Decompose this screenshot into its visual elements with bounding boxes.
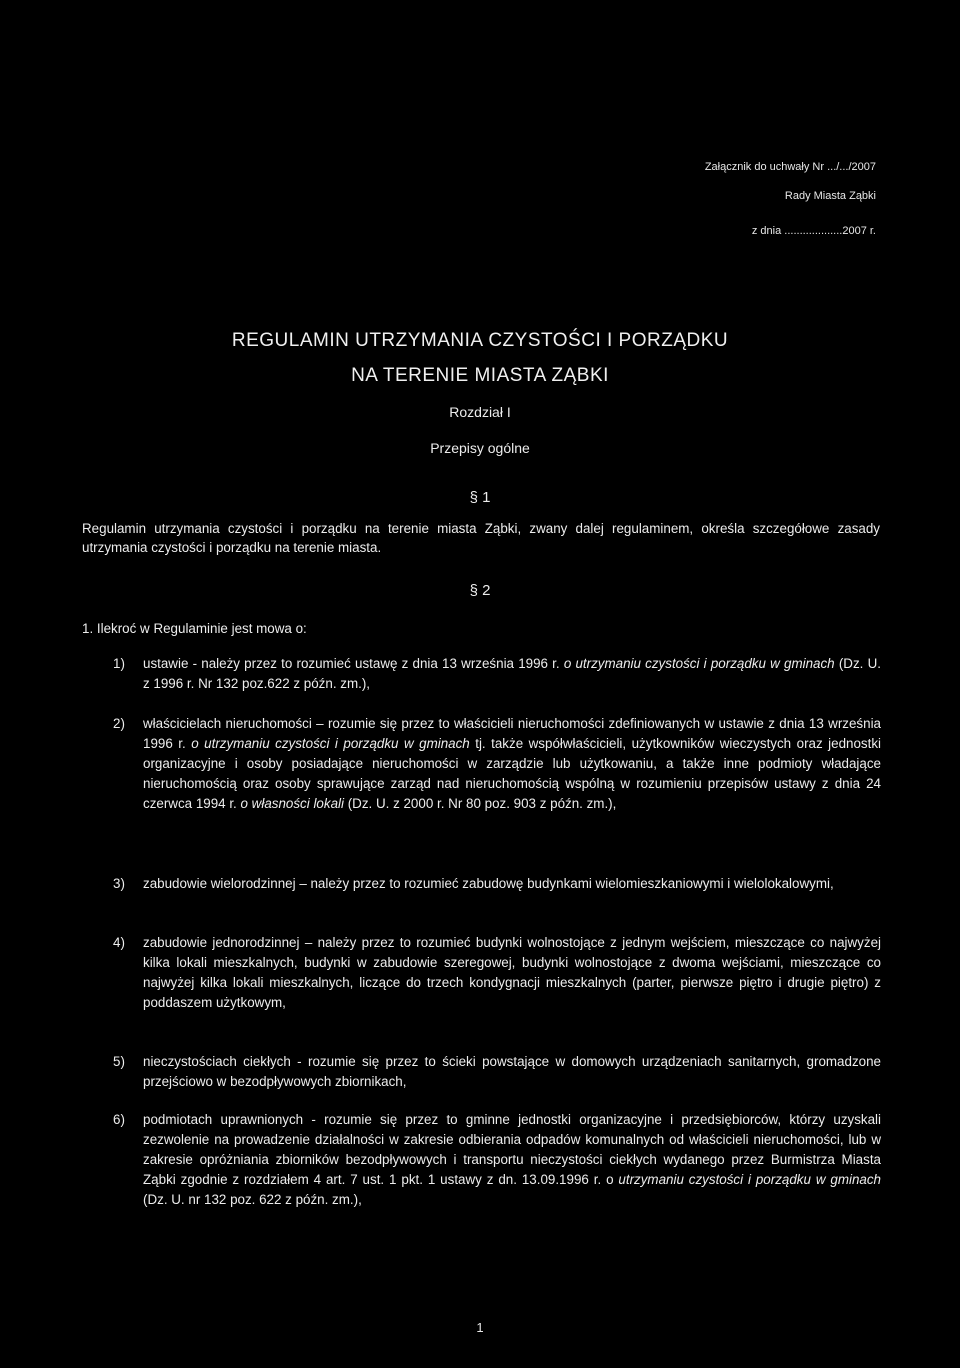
paragraph-2-lead: 1. Ilekroć w Regulaminie jest mowa o: <box>82 621 307 636</box>
document-title-line-1: REGULAMIN UTRZYMANIA CZYSTOŚCI I PORZĄDKU <box>231 330 729 351</box>
definition-item <box>113 714 881 814</box>
item-body: podmiotach uprawnionych - rozumie się przez to gminne jednostki organizacyjne i przedsiębiorców, którzy uzyskali zezwolenie na prowadzenie działalności w zakresie odbierania odpadów komunalnych od właścicieli nieruchomości, lub w zakresie opróżniania zbiorników bezodpływowych i transportu nieczystości ciekłych wydanego przez Burmistrza Miasta Ząbki zgodnie z rozdziałem 4 art. 7 ust. 1 pkt. 1 ustawy z dn. 13.09.1996 r. o utrzymaniu czystości i porządku w gminach (Dz. U. nr 132 poz. 622 z późn. zm.), <box>143 1112 882 1207</box>
item-body: właścicielach nieruchomości – rozumie się przez to właścicieli nieruchomości zdefiniowanych w ustawie z dnia 13 września 1996 r. o utrzymaniu czystości i porządku w gminach tj. także współwłaścicieli, użytkowników wieczystych oraz jednostki organizacyjne i osoby posiadające nieruchomości w zarządzie lub użytkowaniu, a także inne podmioty władające nieruchomością oraz osoby sprawujące zarząd nad nieruchomością wspólną w rozumieniu przepisów ustawy z dnia 24 czerwca 1994 r. o własności lokali (Dz. U. z 2000 r. Nr 80 poz. 903 z późn. zm.), <box>143 716 882 811</box>
definition-item <box>113 654 881 694</box>
item-number: 2) <box>113 716 125 731</box>
item-body: ustawie - należy przez to rozumieć ustawę z dnia 13 września 1996 r. o utrzymaniu czystości i porządku w gminach (Dz. U. z 1996 r. Nr 132 poz.622 z późn. zm.), <box>143 656 881 691</box>
item-number: 1) <box>113 656 125 671</box>
chapter-title: Przepisy ogólne <box>430 440 530 456</box>
resolution-date: z dnia ...................2007 r. <box>751 225 876 237</box>
paragraph-1-symbol: § 1 <box>469 489 491 506</box>
definition-item <box>113 1052 881 1092</box>
chapter-label: Rozdział I <box>449 404 511 420</box>
item-body: zabudowie wielorodzinnej – należy przez to rozumieć zabudowę budynkami wielomieszkaniowymi i wielolokalowymi, <box>143 876 834 891</box>
item-body: nieczystościach ciekłych - rozumie się przez to ścieki powstające w domowych urządzeniach sanitarnych, gromadzone przejściowo w bezodpływowych zbiornikach, <box>143 1054 881 1089</box>
definition-item <box>113 1110 881 1210</box>
item-number: 6) <box>113 1112 125 1127</box>
definition-item <box>113 874 881 894</box>
paragraph-1-text: Regulamin utrzymania czystości i porządku na terenie miasta Ząbki, zwany dalej regulaminem, określa szczegółowe zasady utrzymania czystości i porządku na terenie miasta. <box>82 521 880 555</box>
item-number: 5) <box>113 1054 125 1069</box>
item-body: zabudowie jednorodzinnej – należy przez to rozumieć budynki wolnostojące z jednym wejściem, mieszczące co najwyżej kilka lokali mieszkalnych, budynki w zabudowie szeregowej, budynki wolnostojące z dwoma wejściami, mieszczące co najwyżej kilka lokali mieszkalnych, liczące do trzech kondygnacji mieszkalnych (parter, pierwsze piętro i drugie piętro) z poddaszem użytkowym, <box>143 935 881 1010</box>
paragraph-2-symbol: § 2 <box>469 582 491 599</box>
item-number: 4) <box>113 935 125 950</box>
attachment-note: Załącznik do uchwały Nr .../.../2007 <box>704 161 876 173</box>
definition-item <box>113 933 881 1013</box>
document-title-line-2: NA TERENIE MIASTA ZĄBKI <box>351 365 609 386</box>
item-number: 3) <box>113 876 125 891</box>
page-number: 1 <box>476 1320 484 1335</box>
council-name: Rady Miasta Ząbki <box>784 190 876 202</box>
